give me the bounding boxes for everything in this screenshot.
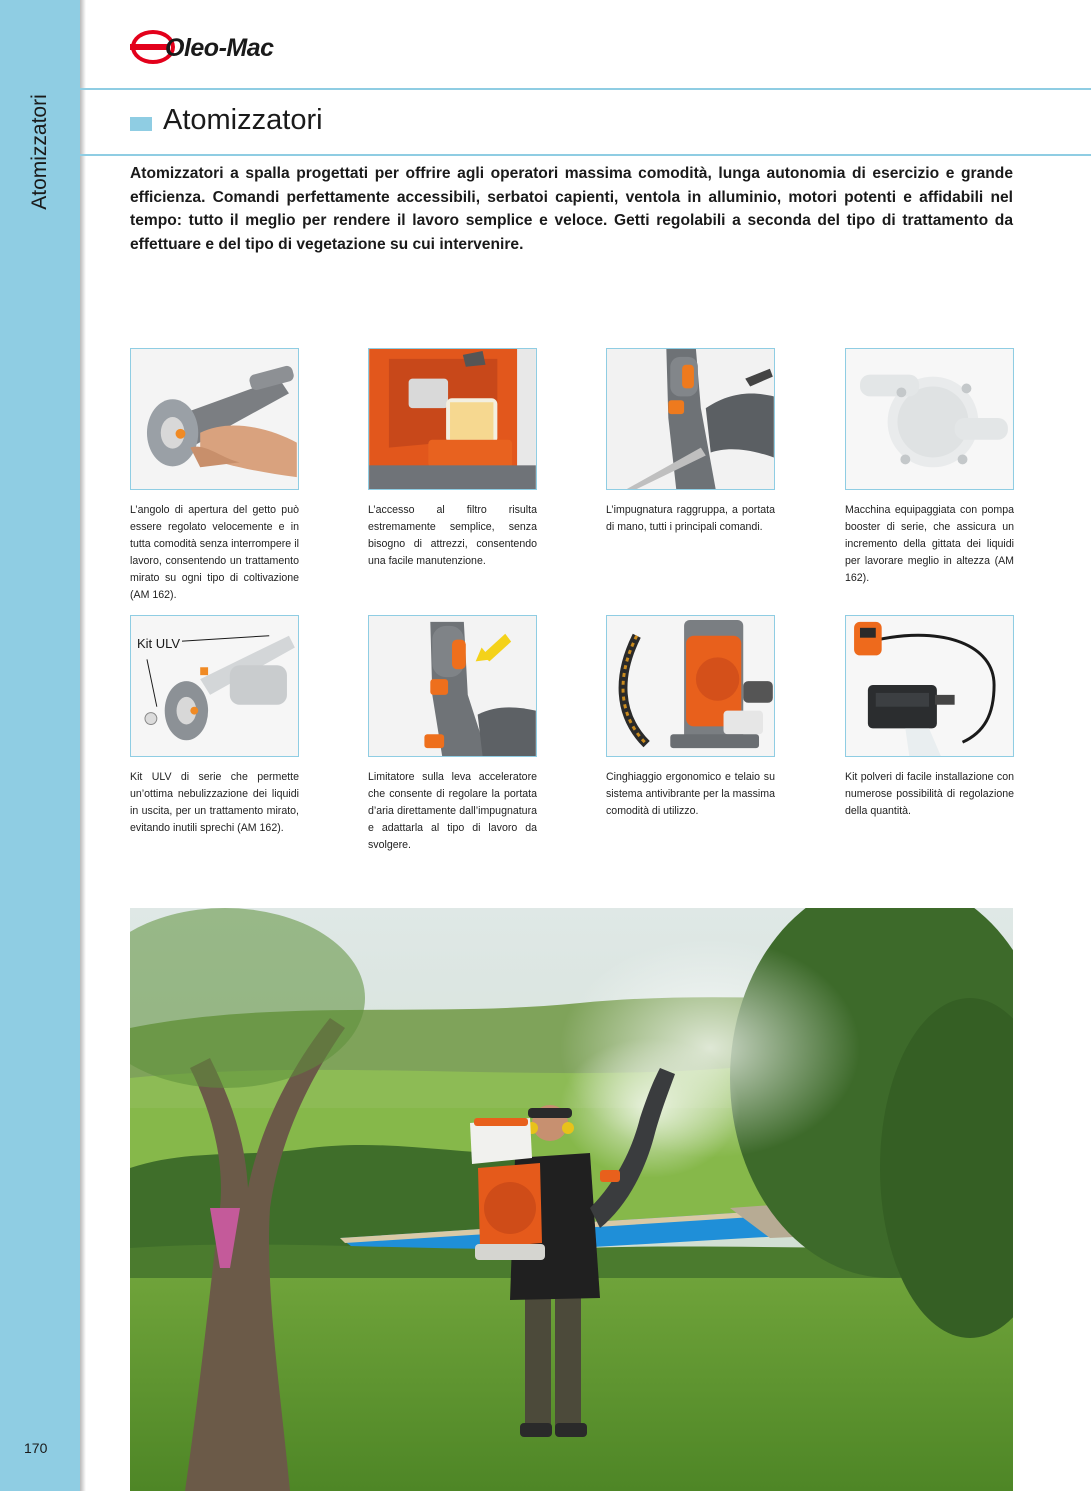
feature-caption: L’impugnatura raggruppa, a portata di mano, tutti i principali comandi. [606, 504, 775, 533]
operator-spraying-garden-photo [130, 908, 1013, 1491]
brand-logo [128, 26, 290, 68]
feature-card-pump [845, 348, 1014, 587]
feature-card-throttle [368, 615, 537, 854]
ulv-kit-label: Kit ULV [137, 636, 181, 651]
feature-card-powder [845, 615, 1014, 820]
harness-frame-photo [606, 615, 775, 757]
powder-kit-photo [845, 615, 1014, 757]
feature-card-handle [606, 348, 775, 536]
feature-caption: Macchina equipaggiata con pompa booster di serie, che assicura un incremento della gittata dei liquidi per lavorare meglio in altezza (AM 162). [845, 504, 1014, 584]
feature-caption: Kit polveri di facile installazione con numerose possibilità di regolazione della quantità. [845, 771, 1014, 817]
air-filter-photo [368, 348, 537, 490]
feature-card-filter [368, 348, 537, 570]
feature-caption: Cinghiaggio ergonomico e telaio su sistema antivibrante per la massima comodità di utilizzo. [606, 771, 775, 817]
booster-pump-photo [845, 348, 1014, 490]
feature-card-nozzle [130, 348, 299, 603]
feature-caption: L’angolo di apertura del getto può essere regolato velocemente e in tutta comodità senza interrompere il lavoro, consentendo un trattamento mirato su ogni tipo di coltivazione (AM 162). [130, 504, 299, 601]
page-number: 170 [24, 1440, 48, 1456]
side-band-shadow [80, 0, 86, 1491]
side-band [0, 0, 80, 1491]
feature-card-ulv [130, 615, 299, 837]
feature-caption: L’accesso al filtro risulta estremamente semplice, senza bisogno di attrezzi, consentendo una facile manutenzione. [368, 504, 537, 567]
section-tab-title: Atomizzatori [28, 94, 51, 210]
feature-caption: Limitatore sulla leva acceleratore che consente di regolare la portata d’aria direttamente dall’impugnatura e adattarla al tipo di lavoro da svolgere. [368, 771, 537, 851]
title-marker [130, 117, 152, 131]
page-title: Atomizzatori [163, 104, 323, 136]
header-rule-top [80, 88, 1091, 90]
intro-paragraph: Atomizzatori a spalla progettati per offrire agli operatori massima comodità, lunga autonomia di esercizio e grande efficienza. Comandi perfettamente accessibili, serbatoi capienti, ventola in alluminio, motori potenti e affidabili nel tempo: tutto il meglio per rendere il lavoro semplice e veloce. Getti regolabili a seconda del tipo di trattamento da effettuare e del tipo di vegetazione su cui intervenire. [130, 165, 1013, 253]
feature-caption: Kit ULV di serie che permette un’ottima nebulizzazione dei liquidi in uscita, per un trattamento mirato, evitando inutili sprechi (AM 162). [130, 771, 299, 834]
svg-text:Oleo-Mac: Oleo-Mac [165, 34, 274, 62]
header-rule-bottom [80, 154, 1091, 156]
nozzle-adjust-photo [130, 348, 299, 490]
ulv-kit-photo [130, 615, 299, 757]
feature-card-harness [606, 615, 775, 820]
handle-controls-photo [606, 348, 775, 490]
throttle-limiter-photo [368, 615, 537, 757]
